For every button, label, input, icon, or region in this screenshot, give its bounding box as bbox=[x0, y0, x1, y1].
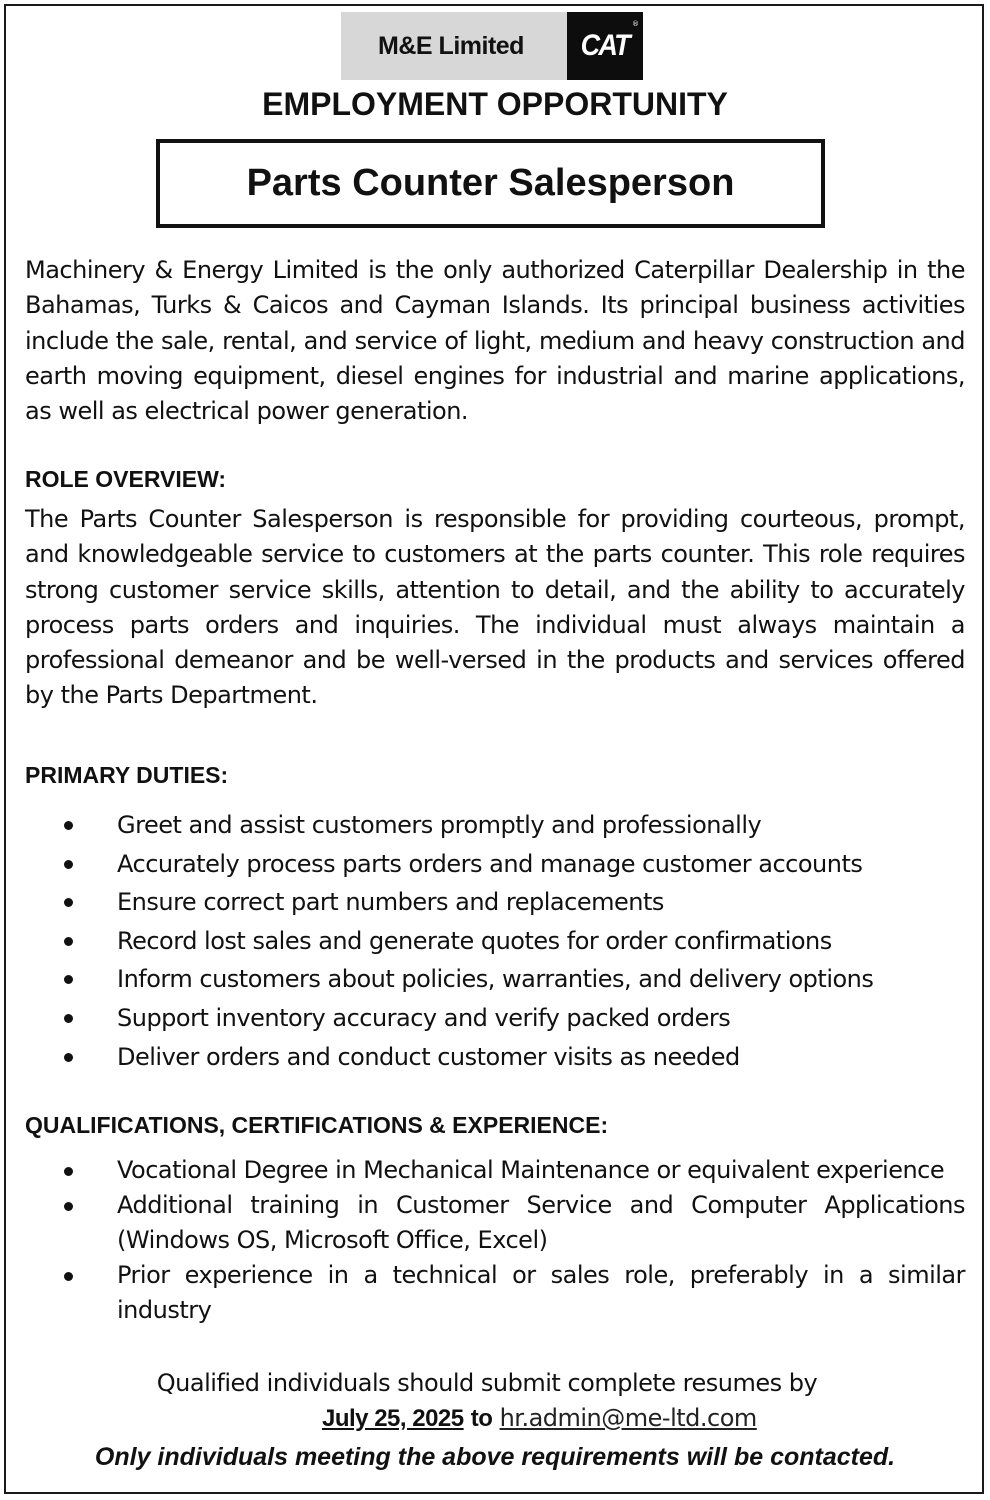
deadline-date: July 25, 2025 bbox=[322, 1405, 464, 1432]
list-item bbox=[0, 960, 990, 999]
bullet-icon bbox=[64, 937, 73, 946]
list-item bbox=[0, 1153, 965, 1188]
deadline-line bbox=[322, 1404, 757, 1433]
trademark-symbol: ® bbox=[632, 20, 639, 28]
list-item bbox=[0, 1188, 965, 1258]
qualifications-heading: QUALIFICATIONS, CERTIFICATIONS & EXPERIENCE: bbox=[25, 1112, 609, 1138]
duty-text: Accurately process parts orders and manage customer accounts bbox=[117, 849, 863, 878]
duty-text: Deliver orders and conduct customer visits as needed bbox=[117, 1042, 740, 1071]
list-item bbox=[0, 999, 990, 1038]
list-item bbox=[0, 845, 990, 884]
company-logo bbox=[341, 12, 643, 80]
job-title: Parts Counter Salesperson bbox=[156, 139, 825, 228]
duty-text: Ensure correct part numbers and replacements bbox=[117, 888, 664, 917]
company-logo-text: M&E Limited bbox=[378, 31, 524, 60]
list-item bbox=[0, 1038, 990, 1077]
qualification-text: Vocational Degree in Mechanical Maintenance or equivalent experience bbox=[117, 1156, 945, 1184]
to-word: to bbox=[470, 1405, 493, 1432]
email-link[interactable]: hr.admin@me-ltd.com bbox=[499, 1404, 757, 1432]
bullet-icon bbox=[64, 821, 73, 830]
duty-text: Support inventory accuracy and verify packed orders bbox=[117, 1003, 731, 1032]
submission-instructions: Qualified individuals should submit complete resumes by bbox=[156, 1369, 818, 1397]
bullet-icon bbox=[64, 1014, 73, 1023]
qualification-text: Additional training in Customer Service and Computer Applications (Windows OS, Microsoft Office, Excel) bbox=[117, 1191, 965, 1254]
company-intro: Machinery & Energy Limited is the only authorized Caterpillar Dealership in the Bahamas, Turks & Caicos and Cayman Islands. Its principal business activities include the sale, rental, and service of light, medium and heavy construction and earth moving equipment, diesel engines for industrial and marine applications, as well as electrical power generation. bbox=[25, 256, 965, 426]
bullet-icon bbox=[64, 1053, 73, 1062]
footer-note: Only individuals meeting the above requirements will be contacted. bbox=[94, 1443, 896, 1471]
duty-text: Greet and assist customers promptly and professionally bbox=[117, 811, 762, 839]
bullet-icon bbox=[64, 1167, 73, 1176]
cat-logo bbox=[567, 12, 643, 80]
list-item bbox=[0, 1258, 965, 1328]
bullet-icon bbox=[64, 898, 73, 907]
list-item bbox=[0, 806, 990, 845]
primary-duties-heading: PRIMARY DUTIES: bbox=[25, 762, 229, 788]
bullet-icon bbox=[64, 1202, 73, 1211]
page-heading: EMPLOYMENT OPPORTUNITY bbox=[262, 86, 728, 122]
bullet-icon bbox=[64, 1272, 73, 1281]
bullet-icon bbox=[64, 860, 73, 869]
qualifications-list bbox=[0, 1153, 990, 1328]
duty-text: Inform customers about policies, warranties, and delivery options bbox=[117, 965, 874, 994]
cat-logo-text: CAT bbox=[580, 29, 630, 62]
role-overview-heading: ROLE OVERVIEW: bbox=[25, 466, 227, 492]
list-item bbox=[0, 922, 990, 961]
bullet-icon bbox=[64, 975, 73, 984]
role-overview-text: The Parts Counter Salesperson is responsible for providing courteous, prompt, and knowledgeable service to customers at the parts counter. This role requires strong customer service skills, attention to detail, and the ability to accurately process parts orders and inquiries. The individual must always maintain a professional demeanor and be well-versed in the products and services offered by the Parts Department. bbox=[25, 505, 965, 710]
list-item bbox=[0, 883, 990, 922]
primary-duties-list bbox=[0, 806, 990, 1076]
qualification-text: Prior experience in a technical or sales role, preferably in a similar industry bbox=[117, 1261, 965, 1324]
duty-text: Record lost sales and generate quotes for order confirmations bbox=[117, 926, 832, 955]
